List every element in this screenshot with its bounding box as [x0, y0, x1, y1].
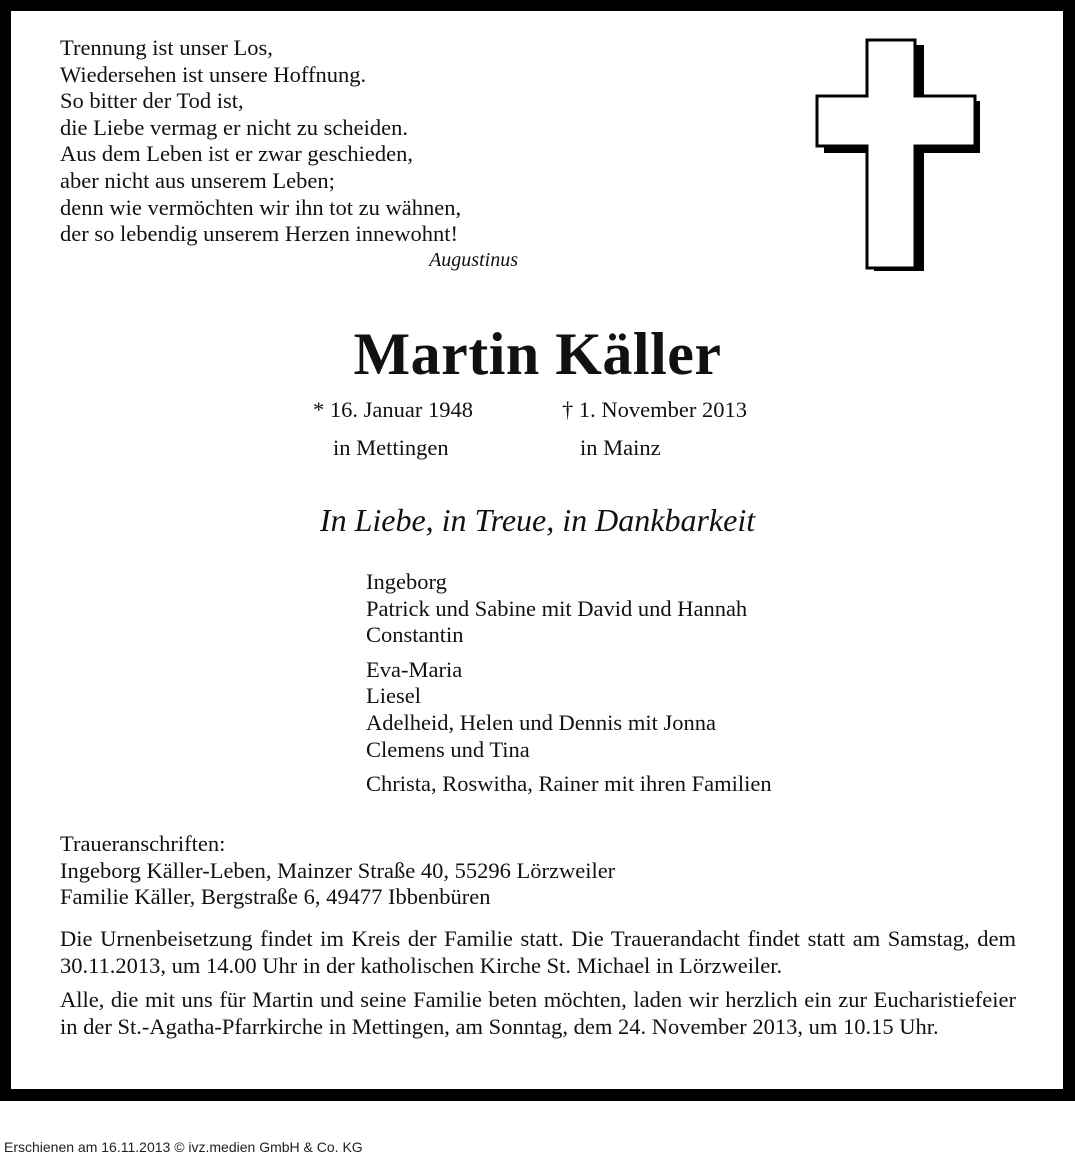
poem-line: So bitter der Tod ist, [60, 88, 244, 114]
deceased-name: Martin Käller [353, 321, 722, 387]
mass-notice: Alle, die mit uns für Martin und seine Familie beten möchten, laden wir herzlich ein zur Eucharistiefeier in der St.-Agatha-Pfarrkirche in Mettingen, am Sonntag, dem 24. November 2013, um 10.15 Uhr. [60, 987, 1016, 1039]
poem-line: die Liebe vermag er nicht zu scheiden. [60, 114, 408, 140]
birth-place: in Mettingen [333, 435, 449, 460]
poem-author: Augustinus [429, 249, 518, 271]
address-line: Familie Käller, Bergstraße 6, 49477 Ibbenbüren [60, 884, 491, 910]
mourner-line: Clemens und Tina [366, 736, 530, 762]
mourner-line: Eva-Maria [366, 656, 463, 682]
poem-line: Aus dem Leben ist er zwar geschieden, [60, 141, 413, 167]
mourner-group [366, 771, 772, 798]
death-date: † 1. November 2013 [562, 397, 747, 422]
mourner-line: Patrick und Sabine mit David und Hannah [366, 595, 748, 621]
birth-date: * 16. Januar 1948 [313, 397, 473, 422]
condolence-addresses [60, 831, 615, 911]
address-line: Ingeborg Käller-Leben, Mainzer Straße 40, 55296 Lörzweiler [60, 857, 616, 883]
addresses-heading: Traueranschriften: [60, 831, 226, 856]
poem-line: denn wie vermöchten wir ihn tot zu wähnen, [60, 194, 462, 220]
poem-line: Wiedersehen ist unsere Hoffnung. [60, 61, 367, 87]
death-place: in Mainz [580, 435, 661, 460]
mourner-group [366, 569, 772, 649]
urn-burial-notice: Die Urnenbeisetzung findet im Kreis der Familie statt. Die Trauerandacht findet statt am Samstag, dem 30.11.2013, um 14.00 Uhr in der katholischen Kirche St. Michael in Lörzweiler. [60, 926, 1016, 978]
mourner-group [366, 657, 772, 763]
poem [60, 35, 530, 248]
mourner-line: Adelheid, Helen und Dennis mit Jonna [366, 709, 716, 735]
mourner-line: Christa, Roswitha, Rainer mit ihren Familien [366, 771, 772, 797]
mourners-list [366, 569, 772, 806]
mourner-line: Constantin [366, 622, 464, 648]
publication-footer: Erschienen am 16.11.2013 © ivz.medien GmbH & Co. KG [4, 1139, 363, 1155]
mourner-line: Ingeborg [366, 569, 447, 594]
mourner-line: Liesel [366, 683, 421, 709]
cross-icon [815, 38, 980, 271]
poem-line: Trennung ist unser Los, [60, 35, 273, 60]
poem-line: aber nicht aus unserem Leben; [60, 167, 335, 193]
poem-line: der so lebendig unserem Herzen innewohnt! [60, 221, 458, 247]
tagline: In Liebe, in Treue, in Dankbarkeit [319, 502, 756, 538]
